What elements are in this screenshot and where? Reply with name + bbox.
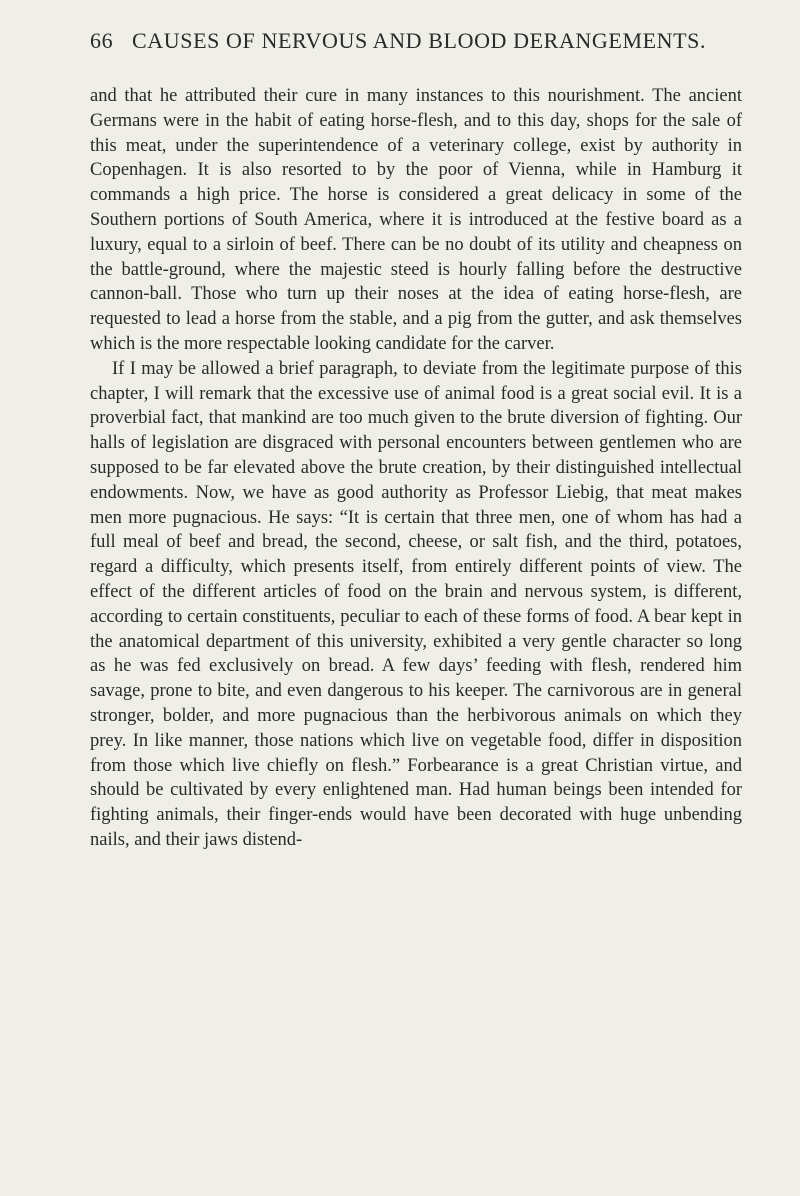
paragraph-2: If I may be allowed a brief paragraph, to deviate from the legitimate purpose of this chapter, I will remark that the excessive use of animal food is a great social evil. It is a proverbial fact, that mankind are too much given to the brute diversion of fighting. Our halls of legislation are disgraced with personal encounters between gentlemen who are supposed to be far elevated above the brute creation, by their distinguished intellectual endowments. Now, we have as good authority as Professor Liebig, that meat makes men more pugnacious. He says: “It is certain that three men, one of whom has had a full meal of beef and bread, the second, cheese, or salt fish, and the third, potatoes, regard a difficulty, which presents itself, from entirely different points of view. The effect of the different articles of food on the brain and nervous system, is different, according to certain constituents, peculiar to each of these forms of food. A bear kept in the anatomical department of this university, exhibited a very gentle character so long as he was fed exclusively on bread. A few days’ feeding with flesh, rendered him savage, prone to bite, and even dangerous to his keeper. The carnivorous are in general stronger, bolder, and more pugnacious than the herbivorous animals on which they prey. In like manner, those nations which live on vegetable food, differ in disposition from those which live chiefly on flesh.” Forbearance is a great Christian virtue, and should be cultivated by every enlightened man. Had human beings been intended for fighting animals, their finger-ends would have been decorated with huge unbending nails, and their jaws distend- (90, 358, 742, 850)
page-header (90, 28, 750, 56)
paragraph-1: and that he attributed their cure in many instances to this nourishment. The ancient Germans were in the habit of eating horse-flesh, and to this day, shops for the sale of this meat, under the superintendence of a veterinary college, exist by authority in Copenhagen. It is also resorted to by the poor of Vienna, while in Hamburg it commands a high price. The horse is considered a great delicacy in some of the Southern portions of South America, where it is introduced at the festive board as a luxury, equal to a sirloin of beef. There can be no doubt of its utility and cheapness on the battle-ground, where the majestic steed is hourly falling before the destructive cannon-ball. Those who turn up their noses at the idea of eating horse-flesh, are requested to lead a horse from the stable, and a pig from the gutter, and ask themselves which is the more respectable looking candidate for the carver. (90, 86, 742, 354)
body-text (90, 84, 742, 853)
page-number: 66 (90, 28, 114, 53)
running-head: CAUSES OF NERVOUS AND BLOOD DERANGEMENTS. (132, 28, 707, 53)
